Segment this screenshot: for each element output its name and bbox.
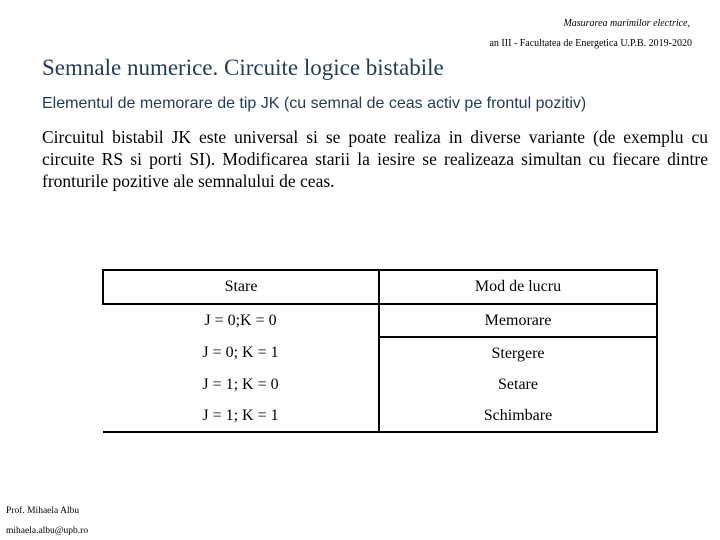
table-header-row (103, 270, 657, 304)
header-stare: Stare (103, 270, 379, 304)
faculty-header: an III - Facultatea de Energetica U.P.B. 2019-2020 (489, 38, 692, 49)
table-row (103, 400, 657, 432)
slide-title: Semnale numerice. Circuite logice bistabile (42, 55, 444, 80)
description-paragraph: Circuitul bistabil JK este universal si se poate realiza in diverse variante (de exemplu cu circuite RS si porti SI). Modificarea starii la iesire se realizeaza simultan cu fiecare dintre fronturile pozitive ale semnalului de ceas. (42, 127, 708, 191)
header-mod-de-lucru: Mod de lucru (379, 270, 657, 304)
table-row (103, 304, 657, 337)
course-header: Masurarea marimilor electrice, (563, 18, 690, 29)
footer-email: mihaela.albu@upb.ro (6, 526, 89, 536)
footer-author: Prof. Mihaela Albu (6, 506, 80, 516)
cell-stare: J = 0;K = 0 (204, 312, 277, 329)
table-row (103, 369, 657, 400)
cell-stare: J = 1; K = 0 (202, 375, 279, 393)
cell-mod: Memorare (379, 304, 657, 337)
cell-stare: J = 0; K = 1 (202, 344, 279, 361)
table-row (103, 337, 657, 369)
slide-subtitle: Elementul de memorare de tip JK (cu semnal de ceas activ pe frontul pozitiv) (42, 95, 587, 112)
jk-truth-table (102, 269, 658, 433)
cell-stare: J = 1; K = 1 (103, 400, 379, 432)
cell-mod: Stergere (379, 337, 657, 369)
cell-mod: Schimbare (379, 400, 657, 432)
cell-mod: Setare (379, 369, 657, 400)
